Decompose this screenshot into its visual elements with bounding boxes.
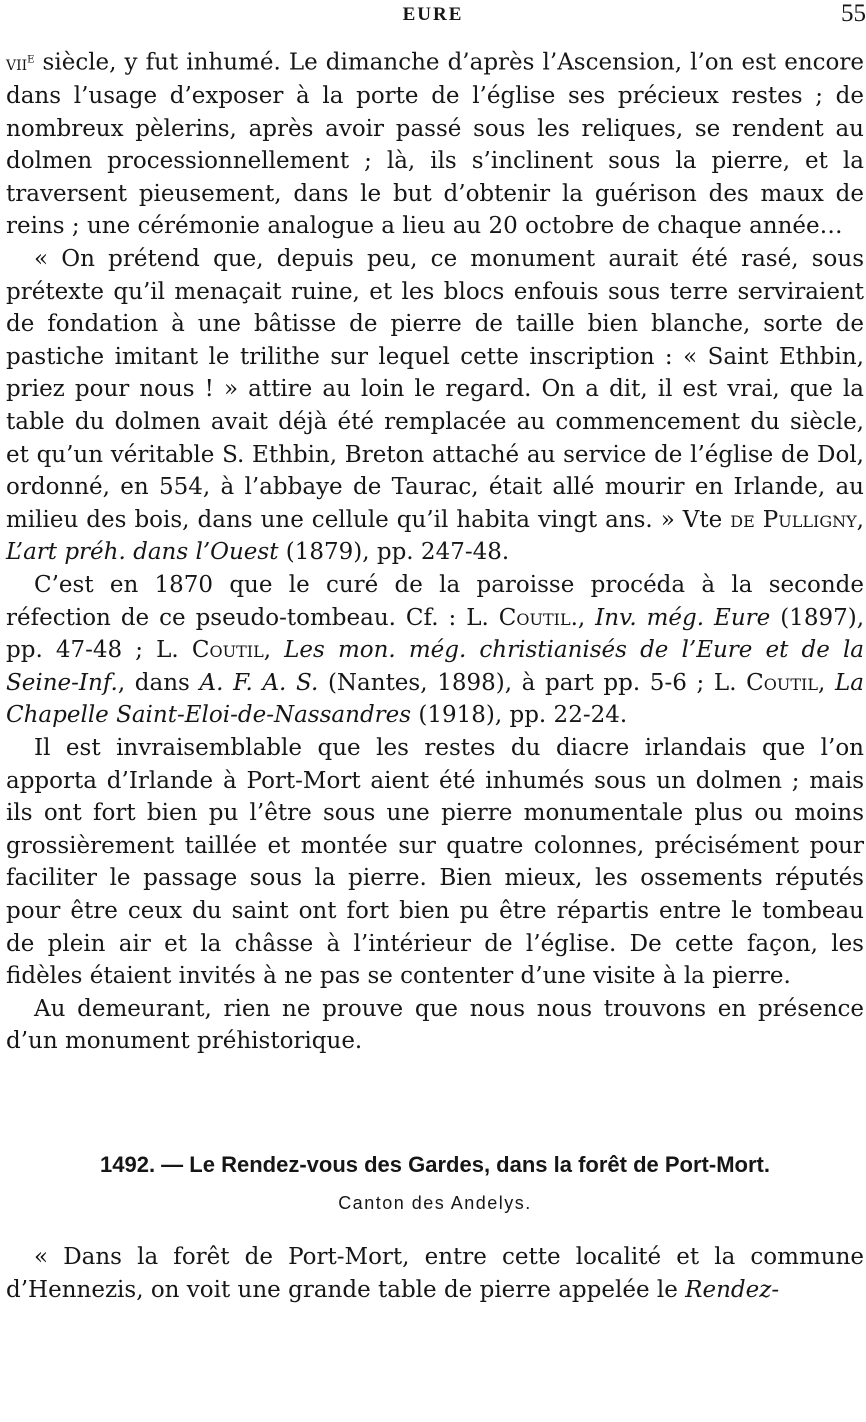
paragraph-5: Au demeurant, rien ne prouve que nous nous trouvons en présence d’un monument préhistorique. — [6, 995, 864, 1055]
author-name: de Pulligny — [730, 506, 857, 533]
author-name: Coutil — [191, 637, 264, 664]
section-subheading: Canton des Andelys. — [338, 1193, 532, 1213]
work-title: A. F. A. S. — [199, 669, 319, 696]
body-text — [6, 42, 864, 1058]
paragraph-3: C’est en 1870 que le curé de la paroisse procéda à la seconde réfection de ce pseudo-tombeau. Cf. : L. Coutil., Inv. még. Eure (1897), pp. 47-48 ; L. Coutil, Les mon. még. christianisés de l’Eure et de la Seine-Inf., dans A. F. A. S. (Nantes, 1898), à part pp. 5-6 ; L. Coutil, La Chapelle Saint-Eloi-de-Nassandres (1918), pp. 22-24. — [6, 572, 865, 729]
work-title: L’art préh. dans l’Ouest — [6, 539, 279, 566]
italic-term: Rendez- — [685, 1276, 780, 1303]
author-name: Coutil — [498, 604, 571, 631]
author-name: Coutil — [746, 669, 818, 696]
work-title: La Chapelle Saint-Eloi-de-Nassandres — [6, 669, 864, 729]
paragraph-2: « On prétend que, depuis peu, ce monument aurait été rasé, sous prétexte qu’il menaçait ruine, et les blocs enfouis sous terre serviraient de fondation à une bâtisse de pierre de taille bien blanche, sorte de pastiche imitant le trilithe sur lequel cette inscription : « Saint Ethbin, priez pour nous ! » attire au loin le regard. On a dit, il est vrai, que la table du dolmen avait déjà été remplacée au commencement du siècle, et qu’un véritable S. Ethbin, Breton attaché au service de l’église de Dol, ordonné, en 554, à l’abbaye de Taurac, était allé mourir en Irlande, au milieu des bois, dans une cellule qu’il habita vingt ans. » Vte de Pulligny, L’art préh. dans l’Ouest (1879), pp. 247-48. — [6, 246, 864, 566]
running-title: EURE — [402, 4, 464, 25]
century-numeral: vii$^e$ — [6, 50, 35, 75]
paragraph-6: « Dans la forêt de Port-Mort, entre cette localité et la commune d’Hennezis, on voit une grande table de pierre appelée le Rendez- — [6, 1244, 864, 1303]
body-text-continued — [6, 1241, 864, 1306]
paragraph-4: Il est invraisemblable que les restes du diacre irlandais que l’on apporta d’Irlande à Port-Mort aient été inhumés sous un dolmen ; mais ils ont fort bien pu l’être sous une pierre monumentale plus ou moins grossièrement taillée et montée sur quatre colonnes, précisément pour faciliter le passage sous la pierre. Bien mieux, les ossements réputés pour être ceux du saint ont fort bien pu être répartis entre le tombeau de plein air et la châsse à l’intérieur de l’église. De cette façon, les fidèles étaient invités à ne pas se contenter d’une visite à la pierre. — [6, 734, 864, 990]
page-number: 55 — [841, 0, 866, 27]
paragraph-1: vii$^e$ siècle, y fut inhumé. Le dimanche d’après l’Ascension, l’on est encore dans l’usage d’exposer à la porte de l’église ses précieux restes ; de nombreux pèlerins, après avoir passé sous les reliques, se rendent au dolmen processionnellement ; là, ils s’inclinent sous la pierre, et la traversent pieusement, dans le but d’obtenir la guérison des maux de reins ; une cérémonie analogue a lieu au 20 octobre de chaque année… — [6, 49, 864, 240]
running-header — [0, 0, 866, 30]
work-title: Inv. még. Eure — [595, 604, 771, 631]
work-title: Les mon. még. christianisés de l’Eure et de la Seine-Inf. — [6, 637, 865, 696]
section-heading: 1492. — Le Rendez-vous des Gardes, dans la forêt de Port-Mort. — [100, 1152, 770, 1177]
